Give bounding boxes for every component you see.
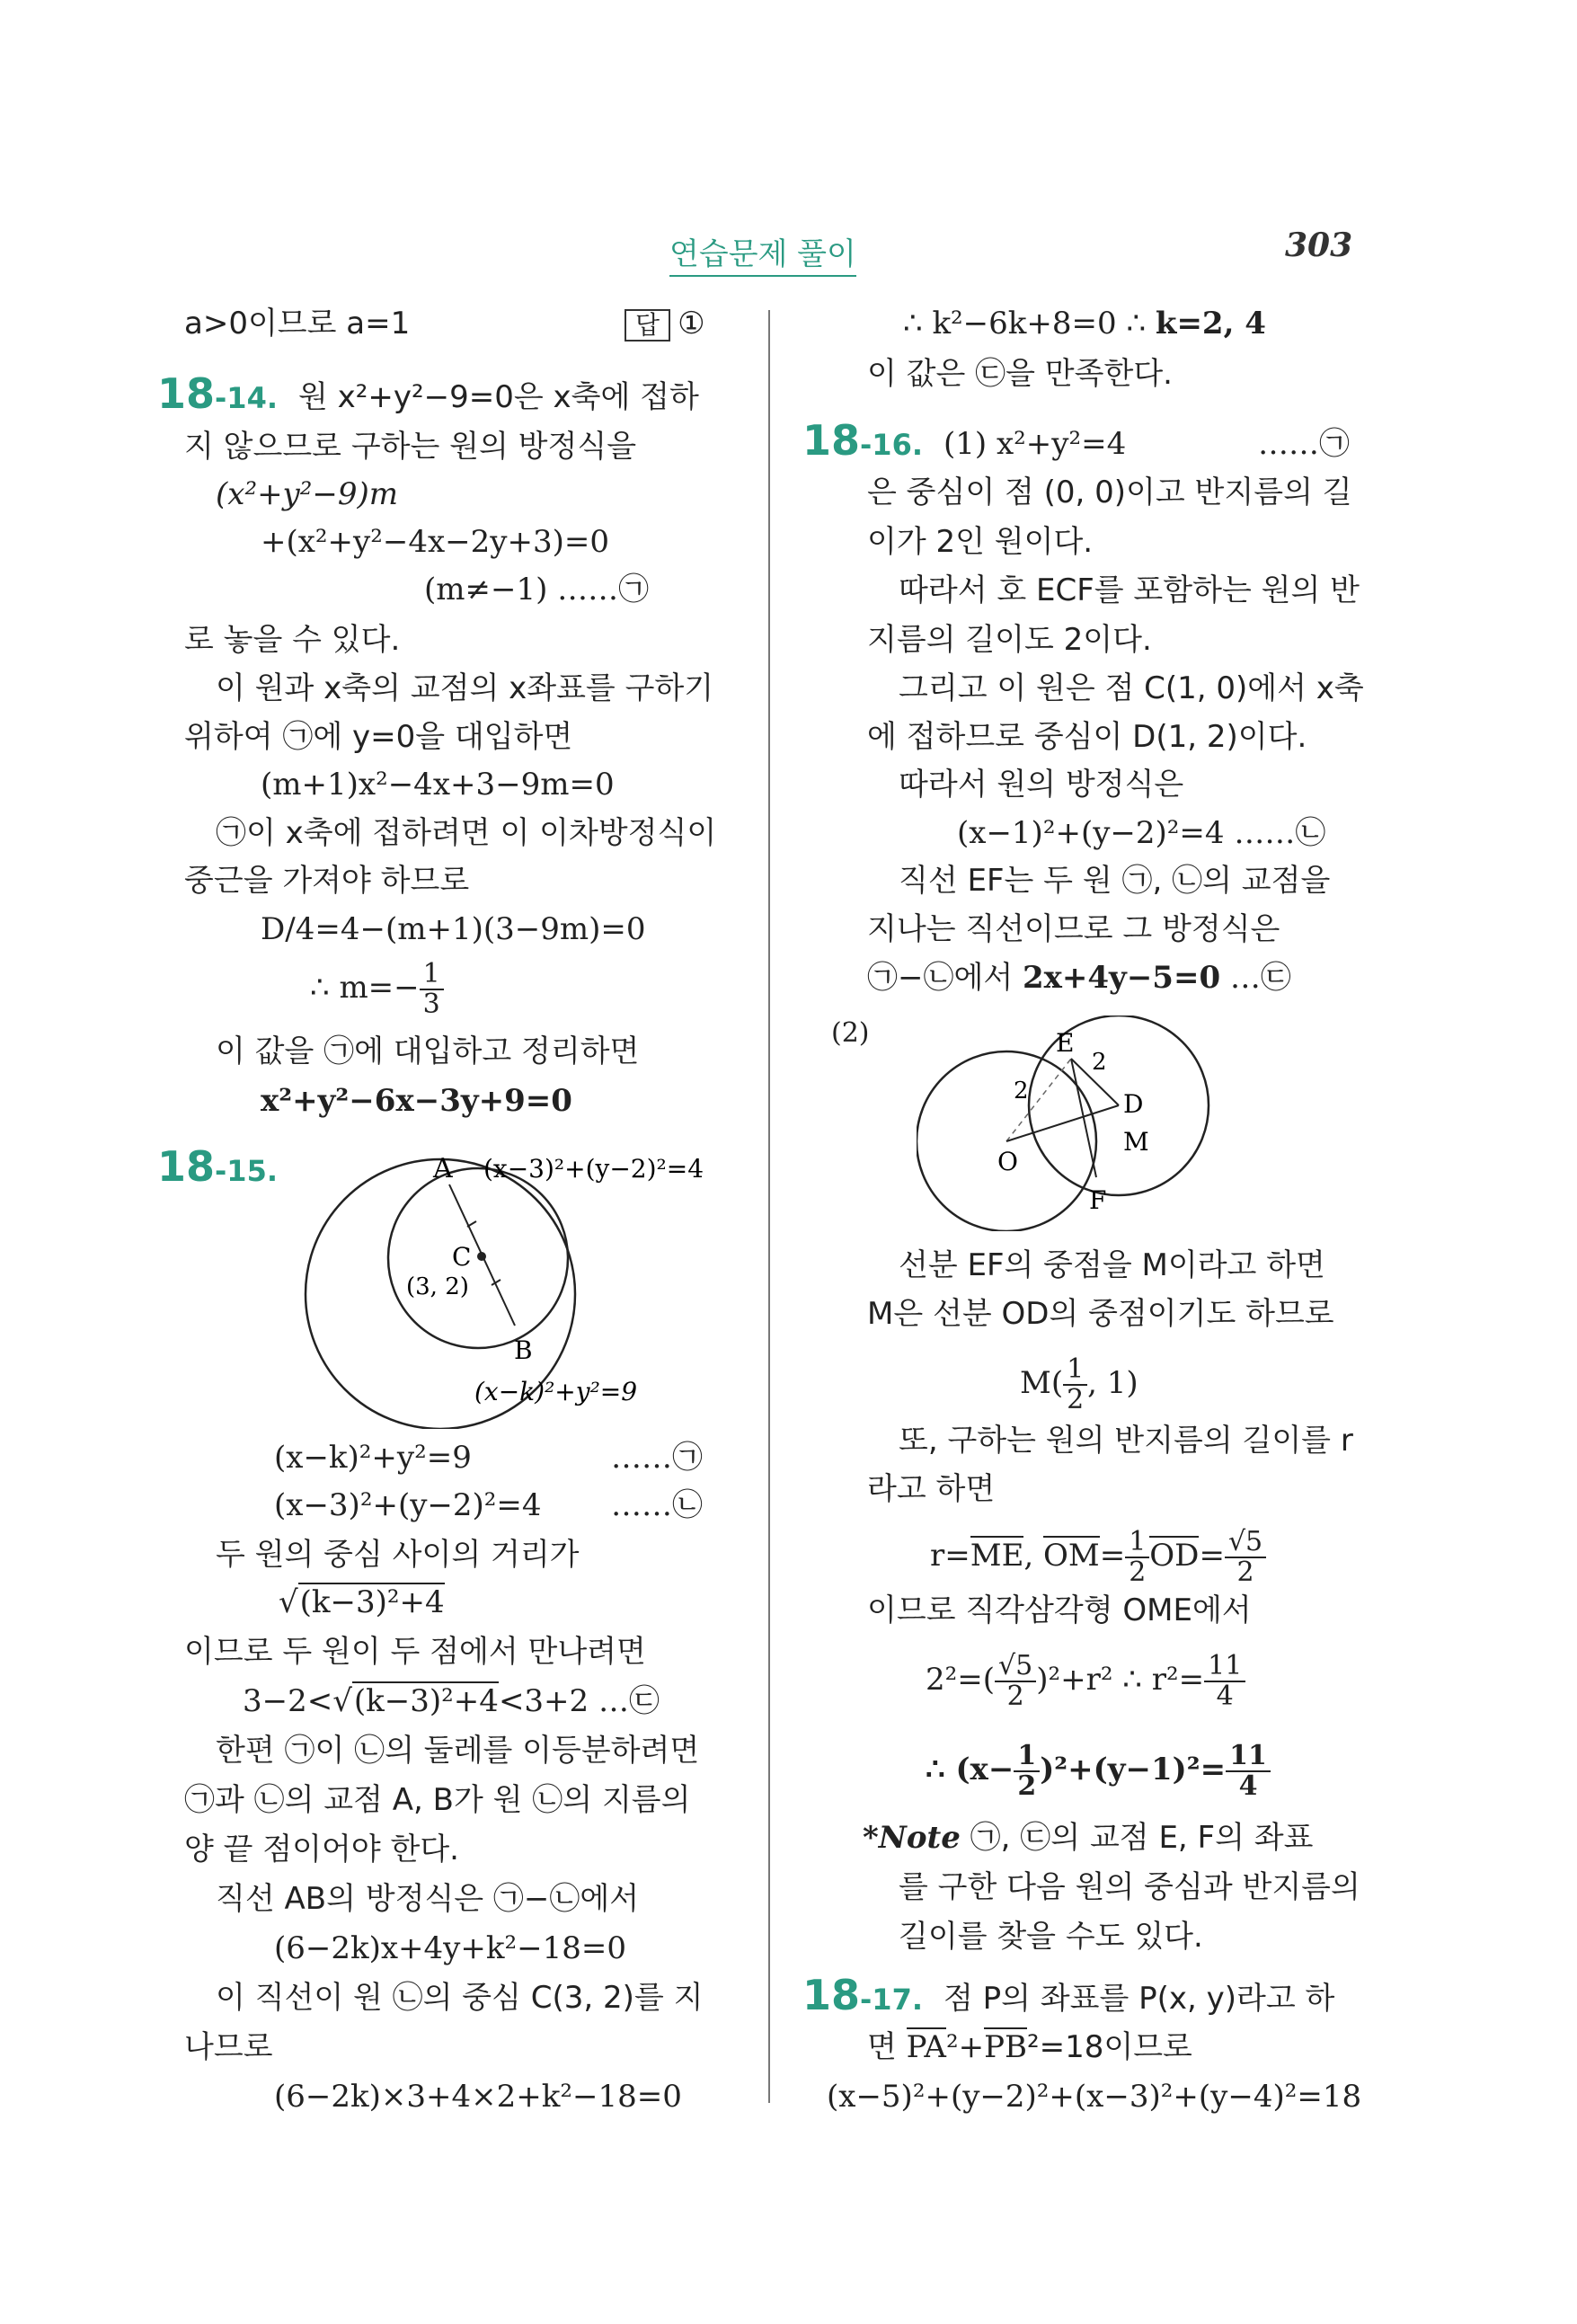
label-m: M (1123, 1127, 1149, 1157)
problem-18-16-line: 또, 구하는 원의 반지름의 길이를 r (899, 1423, 1353, 1459)
problem-18-15-line: 한편 ㉠이 ㉡의 둘레를 이등분하려면 (216, 1733, 700, 1769)
label-circle-c-equation: (x−3)²+(y−2)²=4 (483, 1154, 704, 1184)
problem-18-15-line: 양 끝 점이어야 한다. (184, 1832, 459, 1867)
page-number: 303 (1285, 226, 1353, 264)
problem-18-17-line: 점 P의 좌표를 P(x, y)라고 하 (944, 1981, 1335, 2017)
problem-18-16-line: 따라서 원의 방정식은 (899, 767, 1184, 803)
equation-line: (6−2k)×3+4×2+k²−18=0 (274, 2079, 682, 2115)
label-b: B (514, 1335, 533, 1365)
equation-line: ∴ m=− $\frac{1}{3}$ (310, 960, 444, 1019)
equation-line: ∴ k²−6k+8=0 ∴ k=2, 4 (903, 306, 1266, 342)
final-answer-equation: x²+y²−6x−3y+9=0 (261, 1083, 572, 1119)
equation-line: D/4=4−(m+1)(3−9m)=0 (261, 911, 646, 947)
equation-line: (x−k)²+y²=9 (274, 1440, 472, 1476)
equation-line: 2²=( $\frac{√5}{2}$ )²+r² ∴ r²= $\frac{11}{4}$ (926, 1652, 1245, 1711)
equation-line: (x−3)²+(y−2)²=4 (274, 1487, 542, 1523)
problem-18-15-line: 두 원의 중심 사이의 거리가 (216, 1537, 580, 1573)
note-line: 길이를 찾을 수도 있다. (899, 1919, 1203, 1955)
page-header-title: 연습문제 풀이 (669, 229, 856, 277)
equation-line: √(k−3)²+4 (279, 1584, 445, 1620)
label-c: C (452, 1242, 472, 1272)
problem-18-15-line: 직선 AB의 방정식은 ㉠−㉡에서 (216, 1881, 640, 1917)
problem-18-16-line: 이므로 직각삼각형 OME에서 (867, 1592, 1252, 1628)
center-point-c (477, 1252, 486, 1261)
problem-18-17-number: 18-17. (802, 1971, 923, 2019)
equation-line: ㉠−㉡에서 2x+4y−5=0 …㉢ (867, 960, 1291, 996)
final-answer-equation: ∴ (x− $\frac{1}{2}$ )²+(y−1)²= $\frac{11}{4}$ (926, 1742, 1271, 1801)
column-divider (768, 310, 770, 2103)
problem-18-14-line: 위하여 ㉠에 y=0을 대입하면 (184, 719, 573, 755)
label-o: O (997, 1147, 1018, 1176)
problem-18-14-number: 18-14. (157, 369, 278, 418)
equation-line: (m+1)x²−4x+3−9m=0 (261, 767, 615, 803)
answer-label-box: 답 (625, 309, 670, 342)
label-a: A (433, 1153, 453, 1184)
label-radius-ed: 2 (1092, 1049, 1107, 1076)
problem-18-17-line: 면 PA²+PB²=18이므로 (867, 2029, 1192, 2065)
problem-18-16-line: 지름의 길이도 2이다. (867, 622, 1152, 658)
label-radius-oe: 2 (1014, 1078, 1029, 1104)
problem-18-16-line: 지나는 직선이므로 그 방정식은 (867, 911, 1280, 947)
problem-18-16-line: M은 선분 OD의 중점이기도 하므로 (867, 1296, 1334, 1332)
problem-18-16-line: 은 중심이 점 (0, 0)이고 반지름의 길 (867, 475, 1352, 510)
problem-18-16-line: 라고 하면 (867, 1471, 996, 1507)
problem-18-14-line: 원 x²+y²−9=0은 x축에 접하 (298, 379, 699, 415)
part-2-label: (2) (831, 1017, 870, 1049)
equation-tag: ……㉠ (1258, 426, 1350, 462)
problem-18-16-number: 18-16. (802, 416, 923, 465)
figure-18-15-circles (288, 1150, 737, 1429)
note-label: *Note (863, 1820, 961, 1856)
equation-line: M( $\frac{1}{2}$ , 1) (1020, 1353, 1138, 1415)
answer-text: a>0이므로 a=1 (184, 306, 411, 342)
problem-18-14-line: 이 값을 ㉠에 대입하고 정리하면 (216, 1033, 640, 1069)
problem-18-16-line: 직선 EF는 두 원 ㉠, ㉡의 교점을 (899, 863, 1331, 899)
equation-condition: (m≠−1) ……㉠ (424, 572, 650, 608)
problem-18-16-line: 따라서 호 ECF를 포함하는 원의 반 (899, 572, 1360, 608)
note-line: *Note ㉠, ㉢의 교점 E, F의 좌표 (863, 1820, 1314, 1856)
problem-18-14-line: 로 놓을 수 있다. (184, 622, 401, 658)
equation-line: 3−2<√(k−3)²+4<3+2 …㉢ (243, 1683, 660, 1719)
problem-18-16-line: 선분 EF의 중점을 M이라고 하면 (899, 1247, 1325, 1283)
answer-line (184, 306, 410, 342)
figure-18-16-circles (917, 1016, 1249, 1231)
problem-18-16-line: 그리고 이 원은 점 C(1, 0)에서 x축 (899, 670, 1364, 706)
equation-line: r=ME, OM= $\frac{1}{2}$ OD= $\frac{√5}{2}$ (930, 1528, 1266, 1587)
problem-18-16-line: 에 접하므로 중심이 D(1, 2)이다. (867, 719, 1307, 755)
problem-18-15-line: 이 직선이 원 ㉡의 중심 C(3, 2)를 지 (216, 1980, 704, 2016)
problem-18-15-line: 이므로 두 원이 두 점에서 만나려면 (184, 1634, 646, 1670)
problem-18-15-line: 나므로 (184, 2029, 273, 2065)
problem-18-14-line: 중근을 가져야 하므로 (184, 863, 470, 899)
label-circle-k-equation: (x−k)²+y²=9 (474, 1377, 638, 1406)
note-line: 를 구한 다음 원의 중심과 반지름의 (899, 1869, 1360, 1905)
label-c-coordinates: (3, 2) (406, 1273, 469, 1300)
segment-od (1006, 1105, 1119, 1141)
problem-18-15-line: ㉠과 ㉡의 교점 A, B가 원 ㉡의 지름의 (184, 1782, 691, 1818)
equation-tag: ……㉠ (611, 1440, 703, 1476)
problem-18-16-line: 이가 2인 원이다. (867, 524, 1094, 560)
problem-18-15-number: 18-15. (157, 1142, 278, 1191)
label-e: E (1056, 1028, 1075, 1058)
equation-line: (6−2k)x+4y+k²−18=0 (274, 1930, 626, 1966)
problem-18-14-line: 이 원과 x축의 교점의 x좌표를 구하기 (216, 670, 714, 706)
problem-18-14-line: 지 않으므로 구하는 원의 방정식을 (184, 429, 637, 465)
label-f: F (1089, 1185, 1107, 1215)
equation-line: (x²+y²−9)m (216, 476, 399, 512)
problem-18-15-line: 이 값은 ㉢을 만족한다. (867, 356, 1173, 392)
equation-line: +(x²+y²−4x−2y+3)=0 (261, 524, 610, 560)
equation-line: (x−1)²+(y−2)²=4 ……㉡ (957, 815, 1326, 851)
label-d: D (1123, 1089, 1144, 1119)
answer-value: ① (678, 306, 705, 342)
equation-tag: ……㉡ (611, 1487, 703, 1523)
problem-18-14-line: ㉠이 x축에 접하려면 이 이차방정식이 (216, 815, 717, 851)
equation-line: (x−5)²+(y−2)²+(x−3)²+(y−4)²=18 (827, 2079, 1362, 2115)
equation-line: (1) x²+y²=4 (944, 426, 1127, 462)
answer-badge (625, 306, 705, 342)
